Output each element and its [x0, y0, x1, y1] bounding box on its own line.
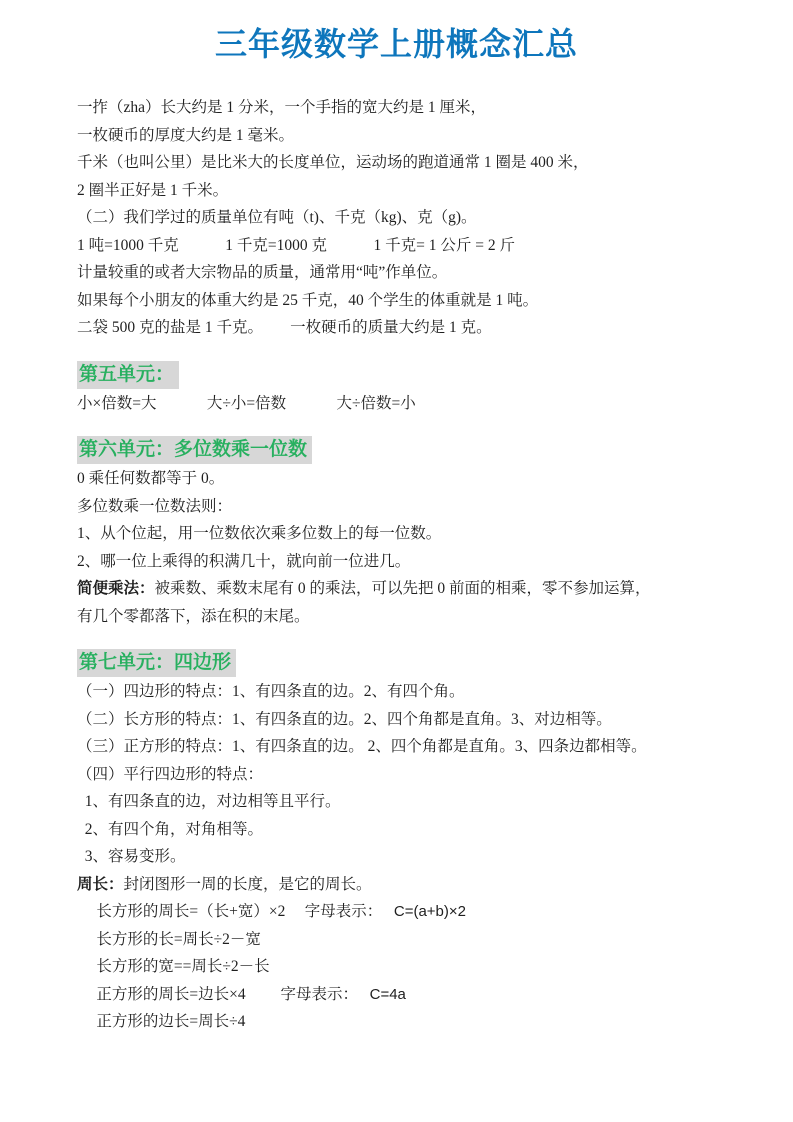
text-line — [77, 1008, 729, 1036]
text-run: 1、从个位起，用一位数依次乘多位数上的每一位数。 — [77, 525, 442, 542]
text-run: 如果每个小朋友的体重大约是 25 千克，40 个学生的体重就是 1 吨。 — [77, 291, 539, 309]
text-run: 1、有四条直的边，对边相等且平行。 — [77, 793, 341, 810]
text-line — [77, 390, 729, 418]
document-body — [77, 94, 729, 1036]
text-run: 简便乘法： — [77, 580, 155, 597]
text-run: 1 吨=1000 千克 1 千克=1000 克 1 千克= 1 公斤 = 2 斤 — [77, 236, 515, 254]
section-heading: 第六单元：多位数乘一位数 — [77, 436, 312, 464]
text-run: 二袋 500 克的盐是 1 千克。 一枚硬币的质量大约是 1 克。 — [77, 319, 492, 336]
text-line — [77, 678, 729, 706]
text-run: 3、容易变形。 — [77, 848, 186, 865]
text-line — [77, 788, 729, 816]
text-line — [77, 493, 729, 521]
text-line — [77, 204, 729, 232]
text-run: 封闭图形一周的长度，是它的周长。 — [123, 875, 372, 893]
text-run: 计量较重的或者大宗物品的质量，通常用“吨”作单位。 — [77, 264, 448, 281]
text-run: 一拃（zha）长大约是 1 分米，一个手指的宽大约是 1 厘米， — [77, 99, 487, 116]
text-line — [77, 177, 729, 205]
text-run: C=(a+b)×2 — [393, 903, 466, 920]
text-run: （一）四边形的特点：1、有四条直的边。2、有四个角。 — [77, 683, 465, 700]
text-line — [77, 232, 729, 260]
text-run: 周长： — [77, 875, 124, 893]
text-run: 有几个零都落下，添在积的末尾。 — [77, 607, 310, 625]
text-line — [77, 94, 729, 122]
section-heading-row — [77, 361, 729, 390]
text-line — [77, 816, 729, 844]
text-run: 2 圈半正好是 1 千米。 — [77, 181, 229, 199]
text-run: 0 乘任何数都等于 0。 — [77, 470, 225, 487]
text-run: 2、哪一位上乘得的积满几十，就向前一位进几。 — [77, 552, 411, 570]
text-line — [77, 871, 729, 899]
text-line — [77, 898, 729, 926]
text-run: 正方形的周长=边长×4 字母表示： — [77, 985, 370, 1003]
text-line — [77, 706, 729, 734]
text-run: （二）长方形的特点：1、有四条直的边。2、四个角都是直角。3、对边相等。 — [77, 710, 612, 728]
text-run: 被乘数、乘数末尾有 0 的乘法，可以先把 0 前面的相乘，零不参加运算， — [154, 580, 651, 597]
text-line — [77, 603, 729, 631]
text-line — [77, 287, 729, 315]
text-line — [77, 520, 729, 548]
section-heading-row — [77, 649, 729, 678]
text-run: 长方形的宽==周长÷2－长 — [77, 958, 270, 975]
text-run: C=4a — [369, 985, 406, 1003]
text-run: 2、有四个角，对角相等。 — [77, 820, 264, 838]
text-line — [77, 122, 729, 150]
text-run: 正方形的边长=周长÷4 — [77, 1013, 246, 1030]
text-line — [77, 733, 729, 761]
text-run: 小×倍数=大 大÷小=倍数 大÷倍数=小 — [77, 394, 416, 412]
text-line — [77, 314, 729, 342]
section-heading: 第七单元：四边形 — [77, 649, 236, 677]
text-line — [77, 548, 729, 576]
text-line — [77, 953, 729, 981]
text-line — [77, 926, 729, 954]
document-title: 三年级数学上册概念汇总 — [214, 26, 578, 62]
text-line — [77, 259, 729, 287]
text-run: 长方形的周长=（长+宽）×2 字母表示： — [77, 903, 394, 920]
text-line — [77, 761, 729, 789]
text-line — [77, 149, 729, 177]
text-line — [77, 843, 729, 871]
text-line — [77, 465, 729, 493]
text-run: 长方形的长=周长÷2－宽 — [77, 930, 261, 948]
text-run: 一枚硬币的厚度大约是 1 毫米。 — [77, 126, 295, 144]
section-heading: 第五单元： — [77, 361, 179, 389]
text-run: （二）我们学过的质量单位有吨（t)、千克（kg)、克（g)。 — [77, 209, 477, 226]
section-heading-row — [77, 436, 729, 465]
text-line — [77, 575, 729, 603]
text-run: （四）平行四边形的特点： — [77, 765, 264, 783]
text-run: 多位数乘一位数法则： — [77, 497, 233, 515]
text-line — [77, 981, 729, 1009]
text-run: （三）正方形的特点：1、有四条直的边。 2、四个角都是直角。3、四条边都相等。 — [77, 738, 647, 755]
text-run: 千米（也叫公里）是比米大的长度单位，运动场的跑道通常 1 圈是 400 米， — [77, 154, 589, 171]
